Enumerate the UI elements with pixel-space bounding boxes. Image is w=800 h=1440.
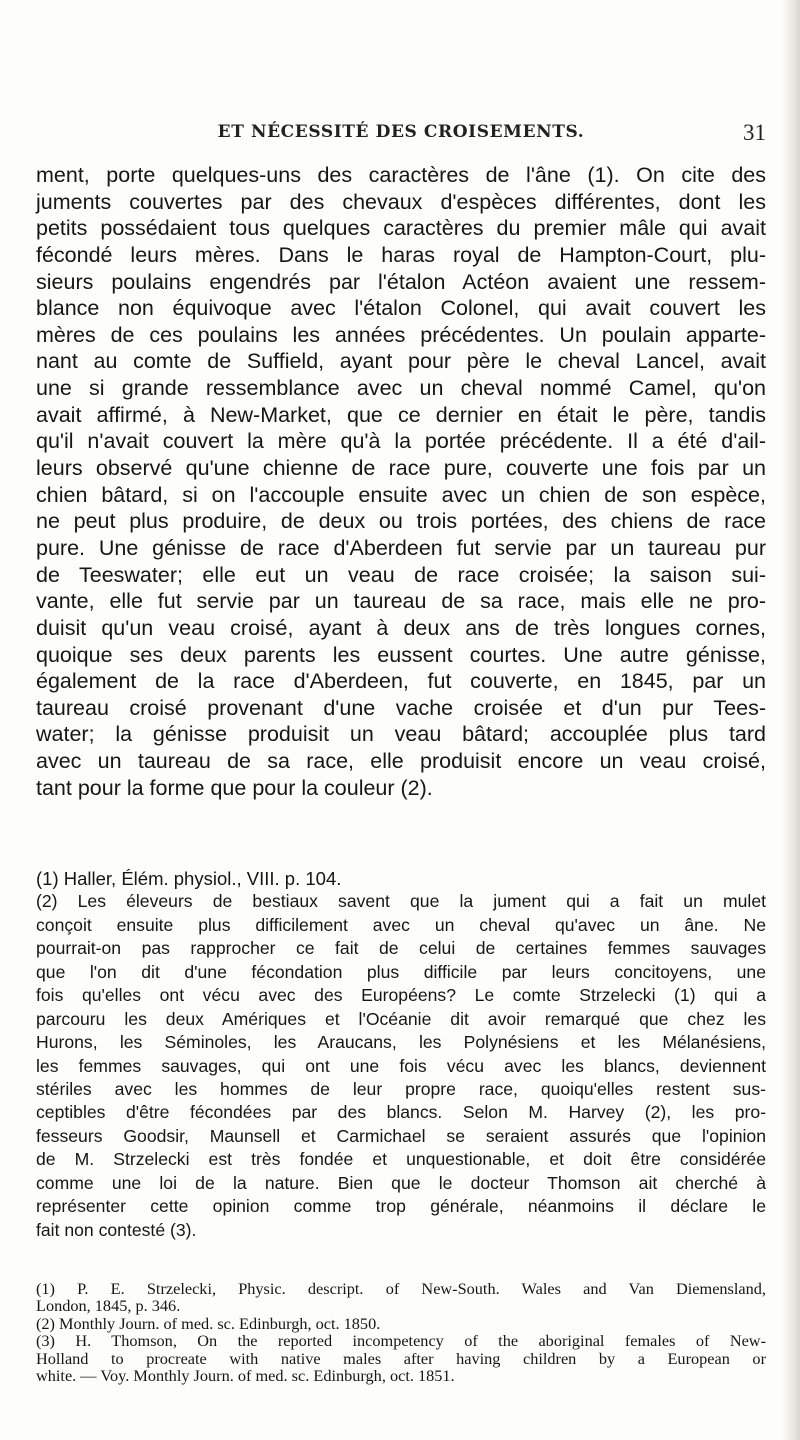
footnote-line: que l'on dit d'une fécondation plus difficile par leurs concitoyens, une [36, 961, 766, 982]
footnote-line: parcouru les deux Amériques et l'Océanie dit avoir remarqué que chez les [36, 1008, 766, 1029]
footnote-line: fait non contesté (3). [36, 1219, 197, 1240]
footnote-line: Hurons, les Séminoles, les Araucans, les Polynésiens et les Mélanésiens, [36, 1032, 766, 1053]
footnote-line: (1) Haller, Élém. physiol., VIII. p. 104. [36, 868, 342, 889]
footnote-line: pourrait-on pas rapprocher ce fait de celui de certaines femmes sauvages [36, 938, 766, 959]
body-line: pure. Une génisse de race d'Aberdeen fut servie par un taureau pur [36, 535, 766, 560]
footnotes [36, 867, 766, 1242]
footnote-line: fois qu'elles ont vécu avec des Européens? Le comte Strzelecki (1) qui a [36, 985, 766, 1006]
body-line: juments couvertes par des chevaux d'espèces différentes, dont les [36, 189, 766, 214]
running-head: ET NÉCESSITÉ DES CROISEMENTS. [217, 122, 585, 142]
body-line: sieurs poulains engendrés par l'étalon Actéon avaient une ressem- [36, 269, 766, 294]
body-line: taureau croisé provenant d'une vache croisée et d'un pur Tees- [36, 695, 766, 720]
body-line: chien bâtard, si on l'accouple ensuite avec un chien de son espèce, [36, 482, 766, 507]
body-line: blance non équivoque avec l'étalon Colonel, qui avait couvert les [36, 296, 766, 321]
body-line: également de la race d'Aberdeen, fut couverte, en 1845, par un [36, 669, 766, 694]
body-line: leurs observé qu'une chienne de race pure, couverte une fois par un [36, 456, 766, 481]
footnote-line: représenter cette opinion comme trop générale, néanmoins il déclare le [36, 1196, 766, 1217]
footnote-line: fesseurs Goodsir, Maunsell et Carmichael se seraient assurés que l'opinion [36, 1125, 766, 1146]
body-line: fécondé leurs mères. Dans le haras royal de Hampton-Court, plu- [36, 242, 766, 267]
body-line: petits possédaient tous quelques caractères du premier mâle qui avait [36, 216, 766, 241]
body-line: mères de ces poulains les années précédentes. Un poulain apparte- [36, 322, 766, 347]
footnote-line: de M. Strzelecki est très fondée et unquestionable, et doit être considérée [36, 1149, 766, 1170]
body-line: de Teeswater; elle eut un veau de race croisée; la saison sui- [36, 562, 766, 587]
body-line: tant pour la forme que pour la couleur (2). [36, 775, 433, 800]
footnote-line: conçoit ensuite plus difficilement avec un cheval qu'avec un âne. Ne [36, 914, 766, 935]
main-paragraph [36, 162, 766, 801]
sub-footnote-line: (3) H. Thomson, On the reported incompetency of the aboriginal females of New- [36, 1331, 766, 1351]
body-line: qu'il n'avait couvert la mère qu'à la portée précédente. Il a été d'ail- [36, 429, 766, 454]
body-line: ment, porte quelques-uns des caractères de l'âne (1). On cite des [36, 163, 766, 187]
body-line: ne peut plus produire, de deux ou trois portées, des chiens de race [36, 509, 766, 534]
sub-footnote-line: London, 1845, p. 346. [36, 1296, 181, 1316]
page-number: 31 [743, 120, 766, 145]
scan-page-edge [782, 0, 800, 1440]
body-line: quoique ses deux parents les eussent courtes. Une autre génisse, [36, 642, 766, 667]
sub-footnote-line: Holland to procreate with native males after having children by a European or [36, 1348, 766, 1368]
body-line: une si grande ressemblance avec un cheval nommé Camel, qu'on [36, 376, 766, 401]
body-line: water; la génisse produisit un veau bâtard; accouplée plus tard [36, 722, 766, 747]
footnote-line: comme une loi de la nature. Bien que le docteur Thomson ait cherché à [36, 1172, 766, 1193]
body-line: avec un taureau de sa race, elle produisit encore un veau croisé, [36, 749, 766, 774]
body-line: nant au comte de Suffield, ayant pour père le cheval Lancel, avait [36, 349, 766, 374]
footnote-line: les femmes sauvages, qui ont une fois vécu avec les blancs, deviennent [36, 1055, 766, 1076]
body-line: duisit qu'un veau croisé, ayant à deux ans de très longues cornes, [36, 615, 766, 640]
page-header [36, 122, 766, 148]
footnote-line: (2) Les éleveurs de bestiaux savent que la jument qui a fait un mulet [36, 891, 766, 912]
sub-footnote-line: white. — Voy. Monthly Journ. of med. sc. Edinburgh, oct. 1851. [36, 1365, 455, 1385]
sub-footnotes [36, 1280, 766, 1384]
body-line: avait affirmé, à New-Market, que ce dernier en était le père, tandis [36, 402, 766, 427]
footnote-line: stériles avec les hommes de leur propre race, quoiqu'elles restent sus- [36, 1078, 766, 1099]
sub-footnote-line: (1) P. E. Strzelecki, Physic. descript. of New-South. Wales and Van Diemensland, [36, 1279, 766, 1298]
body-line: vante, elle fut servie par un taureau de sa race, mais elle ne pro- [36, 589, 766, 614]
sub-footnote-line: (2) Monthly Journ. of med. sc. Edinburgh, oct. 1850. [36, 1313, 381, 1333]
footnote-line: ceptibles d'être fécondées par des blancs. Selon M. Harvey (2), les pro- [36, 1102, 766, 1123]
